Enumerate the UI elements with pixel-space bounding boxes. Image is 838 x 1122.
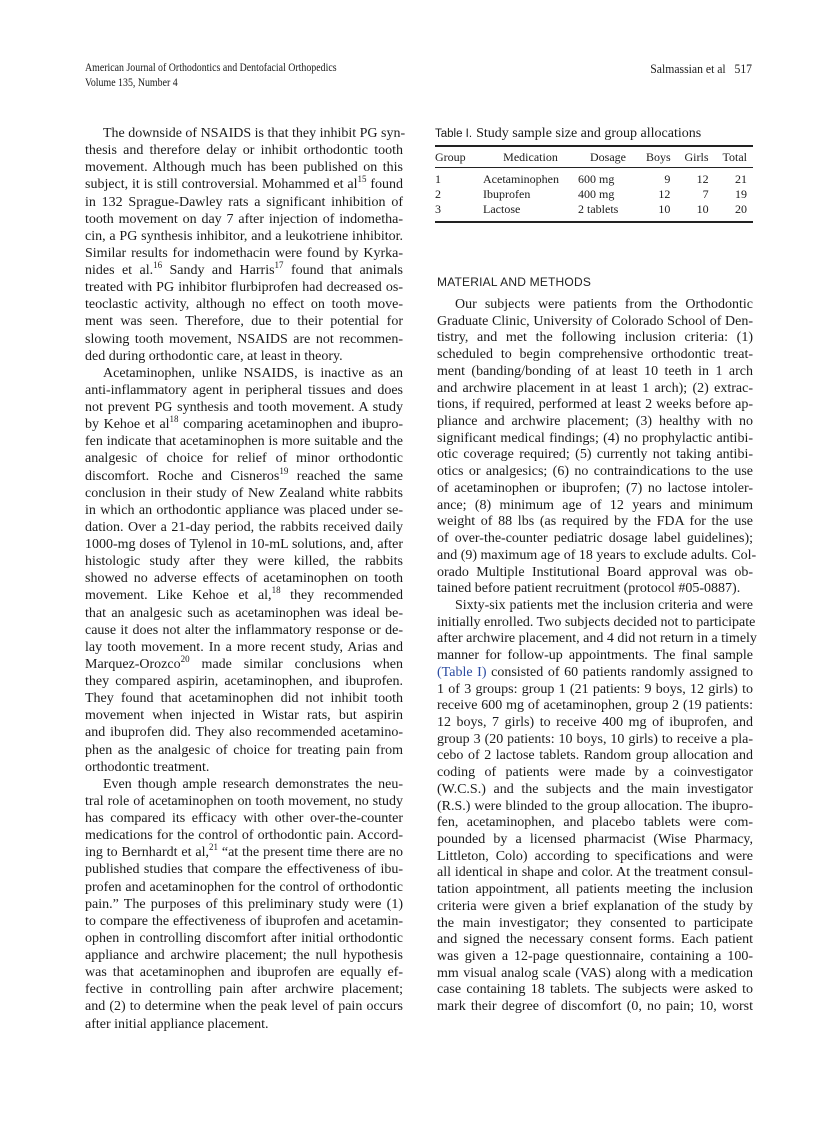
text-line: (W.C.S.) and the subjects and the main investigator (437, 781, 753, 797)
text-line: published studies that compare the effectiveness of ibu- (85, 862, 403, 878)
author-running-head: Salmassian et al (650, 61, 726, 76)
text-line: that an analgesic such as acetaminophen was ideal be- (85, 605, 403, 621)
text-line: profen and acetaminophen for the control of orthodontic (85, 879, 403, 895)
table-cell: 20 (735, 202, 747, 216)
text-line: The downside of NSAIDS is that they inhibit PG syn- (103, 126, 406, 141)
column-header-dosage: Dosage (590, 149, 626, 164)
text-line: thesis and therefore delay or inhibit orthodontic tooth (85, 143, 403, 159)
text-line: tral role of acetaminophen on tooth movement, no study (85, 793, 403, 809)
text-line: tooth movement on day 7 after injection of indometha- (85, 211, 403, 227)
text-line: teoclastic activity, although no effect on tooth move- (85, 297, 403, 313)
citation-superscript[interactable]: 18 (169, 414, 179, 425)
text-line: conclusion in their study of New Zealand white rabbits (85, 485, 403, 501)
text-line: manner for follow-up appointments. The final sample (437, 648, 753, 664)
text-line: cebo of 2 lactose tablets. Random group allocation and (437, 748, 753, 764)
text-line: appliance and archwire placement; the null hypothesis (85, 948, 403, 963)
text-line: and signed the necessary consent forms. Each patient (437, 932, 753, 948)
text-line: Acetaminophen, unlike NSAIDS, is inactive as an (103, 365, 403, 381)
table-cell: 2 (435, 187, 441, 201)
text-line: fective in controlling pain after archwire placement; (85, 982, 403, 998)
text-line: the main investigator; they consented to participate (437, 915, 753, 931)
journal-name: American Journal of Orthodontics and Dentofacial Orthopedics (85, 62, 337, 74)
text-line: pounded by a licensed pharmacist (Wise Pharmacy, (437, 832, 753, 847)
text-line: coding of patients were made by a coinvestigator (437, 765, 753, 781)
text-line: ance; (8) minimum age of 12 years and minimum (437, 497, 753, 513)
table-cell: Acetaminophen (483, 172, 559, 186)
table-reference-link[interactable]: (Table I) (437, 664, 487, 680)
table-cell: 400 mg (578, 187, 615, 201)
table-label: Table I. (435, 128, 473, 140)
table-bottom-rule (435, 221, 753, 223)
text-line: was given a 12-page questionnaire, containing a 100- (437, 949, 753, 965)
text-line: not prevent PG synthesis and tooth movement. A study (85, 400, 403, 415)
citation-superscript[interactable]: 15 (357, 174, 367, 185)
text-line: and (2) to determine when the peak level of pain occurs (85, 999, 403, 1015)
text-line: subject, it is still controversial. Mohammed et $al^{15}$ found (85, 174, 403, 193)
running-header-right (650, 61, 752, 76)
text-line: Graduate Clinic, University of Colorado School of Den- (437, 313, 753, 329)
table-cell: 600 mg (578, 172, 615, 186)
text-line: tions, if required, performed at least 2 weeks before ap- (437, 397, 753, 413)
journal-volume: Volume 135, Number 4 (85, 77, 178, 89)
table-row (435, 187, 753, 202)
paragraph (85, 125, 406, 365)
column-header-girls: Girls (684, 149, 709, 164)
table-cell: 3 (435, 202, 441, 216)
table-cell: 7 (702, 187, 709, 201)
table-cell: 2 tablets (578, 202, 619, 216)
text-line: group 3 (20 patients: 10 boys, 10 girls) to receive a pla- (437, 731, 753, 747)
text-line: treated with PG inhibitor flurbiprofen had decreased os- (85, 280, 403, 296)
text-line: to compare the effectiveness of ibuprofen and acetamin- (85, 913, 403, 929)
section-heading: MATERIAL AND METHODS (437, 275, 592, 289)
column-header-total: Total (722, 149, 747, 164)
citation-superscript[interactable]: 16 (153, 260, 163, 270)
text-line: by Kehoe et $al^{18}$ comparing acetaminophen and ibupro- (85, 414, 403, 433)
text-line: case containing 18 tablets. The subjects were asked to (437, 982, 753, 998)
text-line: showed no adverse effects of acetaminophen on tooth (85, 571, 403, 587)
text-line: 1000-mg doses of Tylenol in 10-mL solutions, and, after (85, 537, 403, 552)
text-line: cause it does not alter the inflammatory response or de- (85, 622, 403, 638)
text-line: significant medical findings; (4) no prophylactic antibi- (437, 430, 753, 446)
text-line: discomfort. Roche and Cisneros$^{19}$ reached the same (85, 465, 403, 484)
text-line: medications for the control of orthodontic pain. Accord- (85, 828, 403, 844)
table-row (435, 202, 753, 221)
text-line: mm visual analog scale (VAS) along with a medication (437, 965, 753, 981)
text-line: dation. Over a 21-day period, the rabbits received daily (85, 519, 403, 535)
table-cell: 19 (735, 187, 747, 201)
left-column (85, 125, 406, 1033)
text-line: and ibuprofen did. They also recommended acetamino- (85, 725, 403, 741)
text-line: movement. Like Kehoe et al,$^{18}$ they recommended (85, 585, 403, 604)
page-number: 517 (734, 61, 752, 76)
text-line: Even though ample research demonstrates the neu- (103, 776, 403, 792)
table-cell: 9 (664, 172, 671, 186)
text-line: otic coverage required; (5) currently not taking antibi- (437, 447, 753, 463)
citation-superscript[interactable]: 17 (274, 260, 284, 270)
text-line: Our subjects were patients from the Orthodontic (455, 297, 753, 312)
text-line: histologic study after they were killed, the rabbits (85, 554, 403, 570)
text-line: tation appointment, all patients meeting the inclusion (437, 882, 753, 898)
text-line: movement when injected in Wistar rats, but aspirin (85, 708, 403, 724)
citation-superscript[interactable]: 20 (180, 653, 190, 664)
text-line: ophen in controlling discomfort after initial orthodontic (85, 930, 403, 946)
text-line: of over-the-counter pediatric dosage label guidelines); (437, 531, 753, 547)
text-line: anti-inflammatory agent in peripheral tissues and does (85, 382, 403, 398)
text-line: in which an orthodontic appliance was placed under se- (85, 502, 403, 518)
table-title: Study sample size and group allocations (476, 126, 702, 141)
text-line: after archwire placement, and 4 did not return in a timely (437, 631, 757, 647)
text-line: scheduled to begin comprehensive orthodontic treat- (437, 347, 753, 363)
citation-superscript[interactable]: 18 (271, 585, 281, 596)
column-header-group: Group (435, 149, 466, 164)
text-line: mark their degree of discomfort (0, no pain; 10, worst (437, 999, 753, 1015)
table-cell: 10 (658, 202, 671, 216)
text-line: cin, a PG synthesis inhibitor, and a leukotriene inhibitor. (85, 228, 403, 244)
text-line: pliance and archwire placement; (3) healthy with no (437, 414, 753, 430)
text-line: Similar results for indomethacin were found by Kyrka- (85, 245, 403, 261)
text-line: ing to Bernhardt et al,$^{21}$ “at the present time there are no (85, 842, 403, 861)
text-line: and archwire placement in at least 1 arch); (2) extrac- (437, 380, 753, 396)
text-line: Littleton, Colo) according to specifications and were (437, 848, 753, 864)
text-line: after initial appliance placement. (85, 1016, 269, 1032)
text-line: phen as the analgesic of choice for treating pain from (85, 742, 403, 758)
text-line: fen indicate that acetaminophen is more suitable and the (85, 434, 403, 450)
text-line: nides et al.$^{16}$ Sandy and Harris$^{17}$ found that animals (85, 260, 403, 278)
table-cell: 1 (435, 172, 441, 186)
text-line: orthodontic treatment. (85, 759, 210, 775)
text-line: (R.S.) were blinded to the group allocation. The ibupro- (437, 798, 753, 814)
paragraph (437, 597, 757, 1016)
text-line: criteria were given a brief explanation of the study by (437, 898, 753, 914)
text-line: analgesic of choice for relief of minor orthodontic (85, 451, 403, 467)
text-line: initially enrolled. Two subjects decided not to participate (437, 614, 756, 630)
table-cell: Ibuprofen (483, 187, 531, 201)
text-line: movement. Although much has been published on this (85, 160, 403, 176)
study-sample-table (435, 147, 753, 167)
table-cell: 12 (696, 172, 709, 186)
text-line: Sixty-six patients met the inclusion criteria and were (455, 597, 753, 613)
text-line: fen, acetaminophen, and placebo tablets were com- (437, 815, 753, 831)
text-line: ded during orthodontic care, at least in theory. (85, 348, 343, 364)
text-line: ment was seen. Therefore, due to their potential for (85, 314, 403, 330)
table-caption (435, 126, 753, 142)
text-line: all identical in shape and color. At the treatment consul- (437, 865, 753, 881)
text-line: Marquez-Orozco$^{20}$ made similar conclusions when (85, 653, 403, 672)
paragraph (437, 297, 757, 598)
text-line: They found that acetaminophen did not inhibit tooth (85, 691, 403, 707)
running-header-left (85, 61, 337, 91)
text-line: receive 600 mg of acetaminophen, group 2 (19 patients: (437, 698, 753, 714)
paragraph (85, 776, 403, 1033)
text-line: has compared its efficacy with other over-the-counter (85, 811, 403, 826)
table-cell: 21 (735, 172, 747, 186)
text-line: ment (banding/bonding of at least 10 teeth in 1 arch (437, 363, 753, 379)
text-line: otics or analgesics; (6) no contraindications to the use (437, 464, 753, 480)
text-line: 1 of 3 groups: group 1 (21 patients: 9 boys, 12 girls) to (437, 681, 753, 697)
right-column (437, 297, 757, 1016)
text-line: pain.” The purposes of this preliminary study were (1) (85, 896, 403, 912)
text-line: lay tooth movement. In a more recent study, Arias and (85, 639, 403, 655)
text-line: (Table I) consisted of 60 patients randomly assigned to (437, 664, 753, 680)
table-cell: Lactose (483, 202, 521, 216)
text-line: weight of 88 lbs (as required by the FDA for the use (437, 514, 753, 530)
text-line: and (9) maximum age of 18 years to exclude adults. Col- (437, 547, 757, 563)
table-1 (435, 126, 753, 223)
table-cell: 10 (696, 202, 709, 216)
text-line: was that acetaminophen and ibuprofen are equally ef- (85, 965, 403, 981)
text-line: tained before patient recruitment (protocol #05-0887). (437, 581, 741, 597)
citation-superscript[interactable]: 19 (279, 465, 289, 476)
citation-superscript[interactable]: 21 (209, 842, 218, 853)
table-cell: 12 (658, 187, 671, 201)
column-header-boys: Boys (646, 149, 671, 164)
paragraph (85, 365, 403, 776)
table-body (435, 168, 753, 221)
text-line: of acetaminophen or ibuprofen; (7) no lactose intoler- (437, 480, 753, 496)
text-line: they compared aspirin, acetaminophen, and ibuprofen. (85, 674, 403, 689)
table-row (435, 168, 753, 187)
text-line: 12 boys, 7 girls) to receive 400 mg of ibuprofen, and (437, 714, 753, 730)
column-header-medication: Medication (503, 149, 558, 164)
table-header-row (435, 147, 753, 167)
text-line: tistry, and met the following inclusion criteria: (1) (437, 330, 753, 346)
text-line: orado Multiple Institutional Board approval was ob- (437, 564, 753, 580)
text-line: slowing tooth movement, NSAIDS are not recommen- (85, 331, 403, 347)
text-line: in 132 Sprague-Dawley rats a significant inhibition of (85, 194, 403, 210)
